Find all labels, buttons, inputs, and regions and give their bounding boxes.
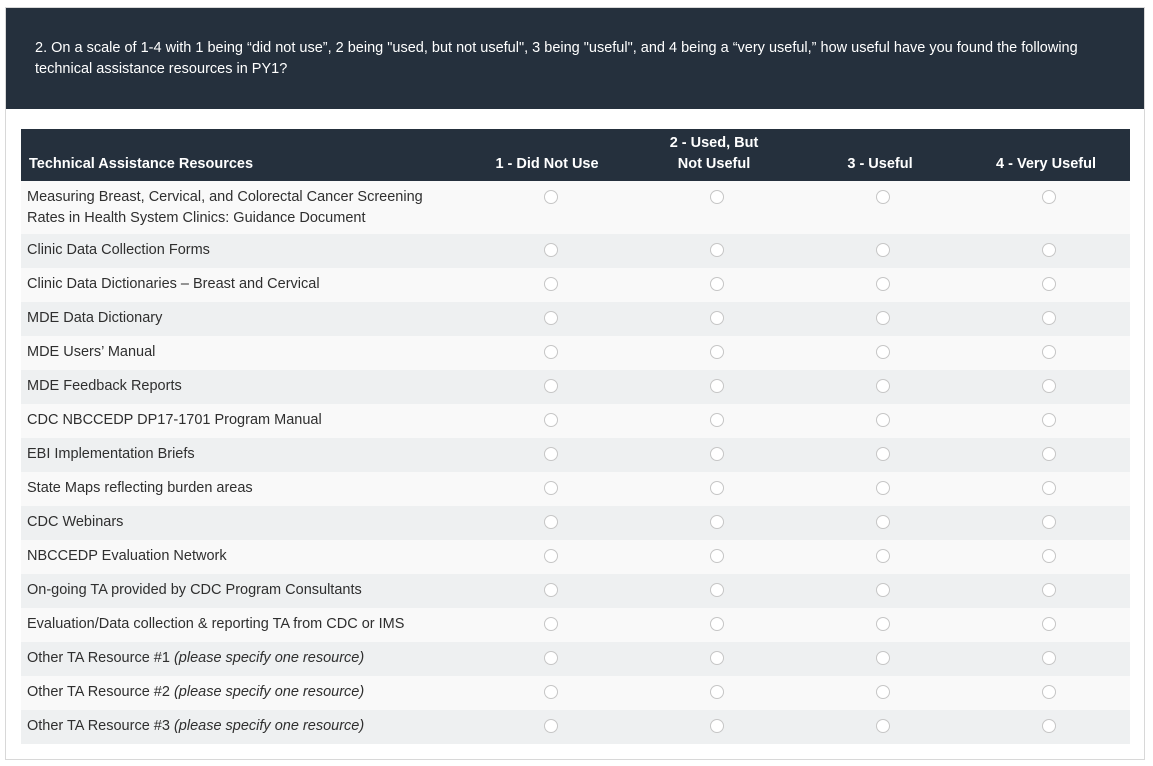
radio-used-not-useful[interactable]: [710, 243, 724, 257]
radio-very-useful[interactable]: [1042, 243, 1056, 257]
header-used-not-useful-line2: Not Useful: [677, 156, 751, 172]
radio-very-useful[interactable]: [1042, 685, 1056, 699]
matrix-row: [21, 472, 1130, 506]
row-label: MDE Feedback Reports: [27, 378, 182, 394]
row-label: EBI Implementation Briefs: [27, 446, 195, 462]
radio-useful[interactable]: [876, 277, 890, 291]
radio-very-useful[interactable]: [1042, 549, 1056, 563]
radio-useful[interactable]: [876, 617, 890, 631]
header-resources: Technical Assistance Resources: [29, 156, 254, 172]
matrix-row: [21, 608, 1130, 642]
radio-useful[interactable]: [876, 447, 890, 461]
row-label: Evaluation/Data collection & reporting TA from CDC or IMS: [27, 616, 405, 632]
matrix-row: [21, 540, 1130, 574]
question-header: [6, 8, 1144, 109]
radio-useful[interactable]: [876, 685, 890, 699]
radio-very-useful[interactable]: [1042, 345, 1056, 359]
radio-very-useful[interactable]: [1042, 277, 1056, 291]
radio-used-not-useful[interactable]: [710, 277, 724, 291]
matrix-row: [21, 676, 1130, 710]
radio-used-not-useful[interactable]: [710, 685, 724, 699]
row-label: On-going TA provided by CDC Program Consultants: [27, 582, 362, 598]
radio-used-not-useful[interactable]: [710, 651, 724, 665]
row-label: [27, 682, 457, 703]
question-text: 2. On a scale of 1-4 with 1 being “did not use”, 2 being "used, but not useful", 3 being "useful", and 4 being a “very useful,” how useful have you found the following technical assistance resources in PY1?: [35, 40, 1078, 77]
radio-very-useful[interactable]: [1042, 190, 1056, 204]
row-label-note: (please specify one resource): [173, 650, 365, 666]
row-label-note: (please specify one resource): [173, 718, 365, 734]
radio-useful[interactable]: [876, 481, 890, 495]
radio-did-not-use[interactable]: [544, 311, 558, 325]
matrix-row: [21, 181, 1130, 234]
radio-did-not-use[interactable]: [544, 190, 558, 204]
radio-used-not-useful[interactable]: [710, 379, 724, 393]
radio-did-not-use[interactable]: [544, 277, 558, 291]
radio-used-not-useful[interactable]: [710, 583, 724, 597]
row-label-note: (please specify one resource): [173, 684, 365, 700]
radio-useful[interactable]: [876, 515, 890, 529]
radio-used-not-useful[interactable]: [710, 311, 724, 325]
radio-very-useful[interactable]: [1042, 515, 1056, 529]
row-label: Measuring Breast, Cervical, and Colorectal Cancer Screening Rates in Health System Clinics: Guidance Document: [27, 189, 423, 226]
row-label: MDE Data Dictionary: [27, 310, 163, 326]
matrix-row: [21, 404, 1130, 438]
matrix-row: [21, 574, 1130, 608]
radio-did-not-use[interactable]: [544, 651, 558, 665]
matrix-row: [21, 710, 1130, 744]
header-used-not-useful-line1: 2 - Used, But: [669, 135, 759, 151]
radio-used-not-useful[interactable]: [710, 617, 724, 631]
radio-did-not-use[interactable]: [544, 617, 558, 631]
radio-used-not-useful[interactable]: [710, 549, 724, 563]
radio-very-useful[interactable]: [1042, 447, 1056, 461]
matrix-row: [21, 642, 1130, 676]
row-label: [27, 648, 457, 669]
radio-useful[interactable]: [876, 379, 890, 393]
radio-useful[interactable]: [876, 549, 890, 563]
radio-did-not-use[interactable]: [544, 413, 558, 427]
row-label-text: Other TA Resource #2: [27, 684, 174, 700]
radio-useful[interactable]: [876, 345, 890, 359]
radio-useful[interactable]: [876, 651, 890, 665]
matrix-row: [21, 302, 1130, 336]
radio-used-not-useful[interactable]: [710, 447, 724, 461]
radio-used-not-useful[interactable]: [710, 481, 724, 495]
row-label: CDC NBCCEDP DP17-1701 Program Manual: [27, 412, 322, 428]
header-used-not-useful: [639, 133, 789, 175]
matrix-row: [21, 268, 1130, 302]
radio-did-not-use[interactable]: [544, 685, 558, 699]
radio-very-useful[interactable]: [1042, 311, 1056, 325]
radio-used-not-useful[interactable]: [710, 190, 724, 204]
header-did-not-use: 1 - Did Not Use: [495, 156, 599, 172]
radio-did-not-use[interactable]: [544, 515, 558, 529]
row-label: CDC Webinars: [27, 514, 124, 530]
matrix-row: [21, 370, 1130, 404]
matrix-row: [21, 234, 1130, 268]
radio-did-not-use[interactable]: [544, 379, 558, 393]
row-label: MDE Users’ Manual: [27, 344, 156, 360]
radio-did-not-use[interactable]: [544, 447, 558, 461]
radio-did-not-use[interactable]: [544, 243, 558, 257]
radio-did-not-use[interactable]: [544, 345, 558, 359]
matrix-header: [21, 129, 1130, 181]
header-very-useful: 4 - Very Useful: [996, 156, 1096, 172]
rating-matrix: [21, 129, 1130, 744]
row-label-text: Other TA Resource #3: [27, 718, 174, 734]
radio-used-not-useful[interactable]: [710, 413, 724, 427]
row-label: Clinic Data Collection Forms: [27, 242, 210, 258]
radio-used-not-useful[interactable]: [710, 515, 724, 529]
row-label-text: Other TA Resource #1: [27, 650, 174, 666]
radio-useful[interactable]: [876, 719, 890, 733]
radio-very-useful[interactable]: [1042, 719, 1056, 733]
radio-useful[interactable]: [876, 243, 890, 257]
radio-useful[interactable]: [876, 413, 890, 427]
radio-very-useful[interactable]: [1042, 379, 1056, 393]
radio-very-useful[interactable]: [1042, 583, 1056, 597]
radio-very-useful[interactable]: [1042, 651, 1056, 665]
row-label: [27, 716, 457, 737]
row-label: NBCCEDP Evaluation Network: [27, 548, 227, 564]
radio-did-not-use[interactable]: [544, 481, 558, 495]
radio-used-not-useful[interactable]: [710, 719, 724, 733]
matrix-row: [21, 336, 1130, 370]
header-useful: 3 - Useful: [847, 156, 913, 172]
radio-useful[interactable]: [876, 311, 890, 325]
radio-very-useful[interactable]: [1042, 617, 1056, 631]
radio-useful[interactable]: [876, 190, 890, 204]
row-label: State Maps reflecting burden areas: [27, 480, 253, 496]
radio-useful[interactable]: [876, 583, 890, 597]
radio-very-useful[interactable]: [1042, 413, 1056, 427]
radio-did-not-use[interactable]: [544, 719, 558, 733]
radio-used-not-useful[interactable]: [710, 345, 724, 359]
radio-did-not-use[interactable]: [544, 549, 558, 563]
matrix-row: [21, 506, 1130, 540]
row-label: Clinic Data Dictionaries – Breast and Cervical: [27, 276, 320, 292]
matrix-row: [21, 438, 1130, 472]
radio-did-not-use[interactable]: [544, 583, 558, 597]
radio-very-useful[interactable]: [1042, 481, 1056, 495]
question-card: [5, 7, 1145, 760]
